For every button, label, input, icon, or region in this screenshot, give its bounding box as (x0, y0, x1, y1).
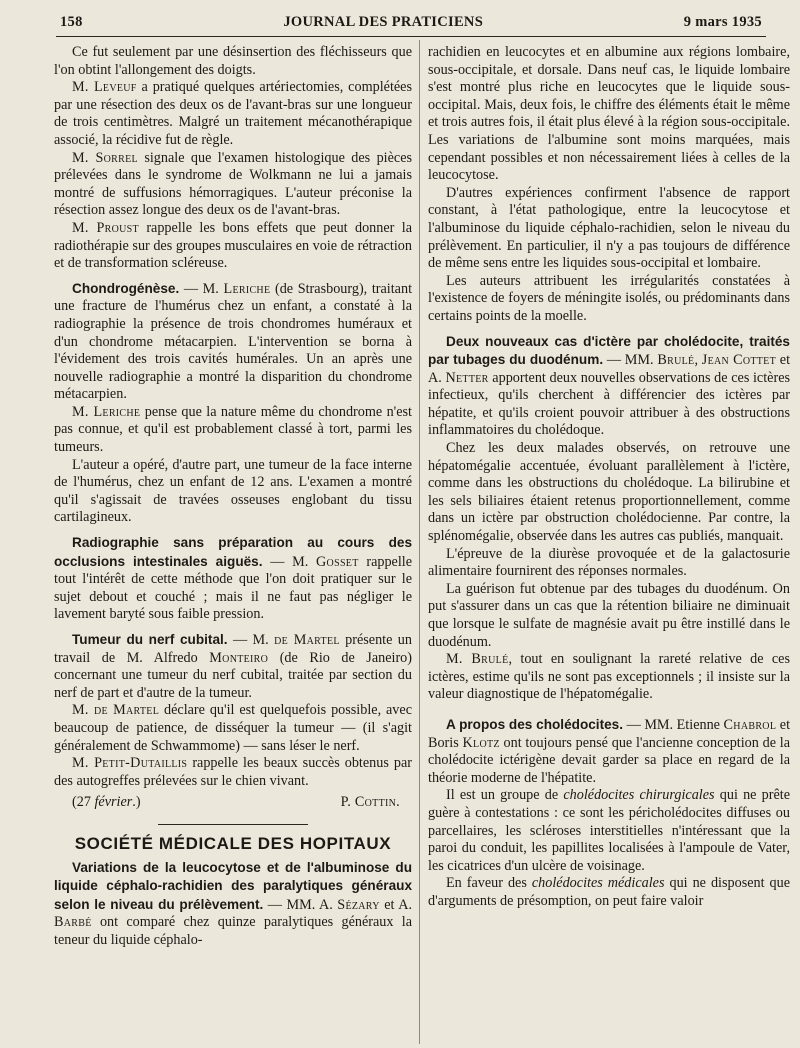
paragraph-text: — M. (232, 632, 269, 648)
paragraph (54, 404, 412, 457)
author-name: Jean Cottet (701, 352, 776, 369)
author-name: Brulé (657, 352, 695, 369)
emphasis-text: cholédocites chirurgicales (563, 787, 715, 804)
paragraph-text: rappelle tout l'intérêt de cette méthode que l'on doit pratiquer sur le sujet debout et couché ; mais il ne faut pas négliger le lavement baryté sous faible pression. (54, 553, 412, 623)
paragraph-text: — MM. (606, 352, 654, 369)
author-name: M. Brulé (446, 651, 509, 668)
paragraph-text: qui ne disposent que d'arguments de présomption, on peut faire valoir (428, 875, 790, 909)
paragraph-text: ont toujours pensé que l'ancienne conception de la cholédocite ictérigène devait garder sa place en regard de la théorie moderne de l'hépatite. (428, 734, 790, 786)
paragraph-text: rappelle les beaux succès obtenus par des autogreffes prélevées sur le chien vivant. (54, 755, 412, 789)
paragraph: Chez les deux malades observés, on retrouve une hépatomégalie accentuée, évoluant parallèlement à l'ictère, comme dans les obstructions du cholédoque. La bilirubine et les sels biliaires étaient retenus proportionnellement, comme dans un ictère par obstruction cholédocienne. Par contre, la splénomégalie, observée dans les autres cas publiés, manquait. (428, 440, 790, 545)
paragraph-text: signale que l'examen histologique des pièces prélevées dans le syndrome de Wolkmann ne lui a jamais montré de suffusions hémorragiques. L'auteur préconise la résection assez longue des deux os de l'avant-bras. (54, 149, 412, 219)
issue-date: 9 mars 1935 (683, 14, 762, 30)
article-radiographie (54, 534, 412, 624)
paragraph: rachidien en leucocytes et en albumine aux régions lombaire, sous-occipitale, et dorsale. Dans neuf cas, le liquide lombaire s'est montré plus riche en leucocytes que le liquide sous-occipital. Mais, deux fois, le chiffre des éléments était le même et trois autres fois, il était plus élevé à la région sous-occipitale. Les variations de l'albumine sont moins marquées, mais cependant possibles et non nécessairement liées à celles de la leucocytose. (428, 44, 790, 184)
signoff-date-month: février (94, 794, 133, 811)
author-name: Klotz (462, 734, 500, 751)
author-name: Barbé (54, 914, 92, 931)
paragraph-text: — MM. A. (267, 896, 333, 913)
emphasis-text: cholédocites médicales (531, 875, 665, 892)
signoff-date (72, 794, 141, 812)
page-header (60, 14, 762, 31)
paragraph: L'auteur a opéré, d'autre part, une tumeur de la face interne de l'humérus, chez un enfant de 12 ans. L'examen a montré qu'il s'agissait de travées osseuses englobant du tissu cartilagineux. (54, 456, 412, 526)
paragraph-text: qui ne prête guère à contestations : ce sont les péricholédocites diffuses ou parcellaires, les scléroses interstitielles n'intéressant que la paroi du conduit, les papillites localisées à l'ampoule de Vater, les cicatrices d'un ulcère de voisinage. (428, 787, 790, 874)
article-ictere (428, 333, 790, 441)
paragraph-text: , tout en soulignant la rareté relative de ces ictères, estime qu'ils ne sont pas exceptionnels ; il insiste sur la valeur diagnostique de l'hépatomégalie. (428, 651, 790, 703)
author-name: M. Sorrel (72, 149, 138, 166)
paragraph (54, 755, 412, 790)
paragraph-text: En faveur des (446, 875, 527, 892)
page-number: 158 (60, 14, 83, 30)
paragraph-text: (de Strasbourg), traitant une fracture de l'humérus chez un enfant, a constaté à la radiographie la présence de trois chondromes huméraux et d'un chondrome métacarpien. L'intervention se borna à l'évidement des trois cavités humérales. Un an après une nouvelle radiographie a montré la disparition du chondrome métacarpien. (54, 280, 412, 403)
author-name: M. Petit-Dutaillis (72, 755, 188, 772)
author-name: M. de Martel (72, 702, 160, 719)
author-name: M. Leriche (72, 403, 141, 420)
paragraph-text: rappelle les bons effets que peut donner la radiothérapie sur des groupes musculaires en voie de rétraction et de transformation scléreuse. (54, 219, 412, 272)
paragraph (428, 787, 790, 875)
article-cholédocites (428, 716, 790, 787)
paragraph-text: présente un travail de M. Alfredo (54, 632, 412, 666)
paragraph (54, 150, 412, 220)
paragraph-text: — MM. Etienne (626, 716, 720, 733)
paragraph-text: apportent deux nouvelles observations de ces ictères infectieux, qu'ils cherchent à différencier des ictères par hépatite, et qu'ils croient pouvoir attribuer à des obstructions inflammatoires du cholédoque. (428, 369, 790, 439)
author-name: Chabrol (723, 716, 777, 733)
article-chondrogenese (54, 280, 412, 404)
signoff-author: P. Cottin. (340, 794, 400, 811)
signoff-date-close: .) (132, 794, 141, 811)
section-title: SOCIÉTÉ MÉDICALE DES HOPITAUX (74, 833, 392, 853)
paragraph (54, 702, 412, 755)
author-name: de Martel (274, 632, 340, 648)
article-leucocytose (54, 859, 412, 950)
paragraph (54, 220, 412, 273)
paragraph-text: et A. (428, 352, 790, 386)
paragraph-text: déclare qu'il est quelquefois possible, avec beaucoup de patience, de disséquer la tumeur — (il s'agit généralement de Schwammome) — sans léser le nerf. (54, 702, 412, 754)
paragraph: La guérison fut obtenue par des tubages du duodénum. On put s'assurer dans un cas que la rétention biliaire ne diminuait que lorsque le sulfate de magnésie avait pu être instillé dans le duodénum. (428, 580, 790, 650)
paragraph-text: pense que la nature même du chondrome n'est pas connue, et qu'il est probablement classé à tort, parmi les tumeurs. (54, 403, 412, 456)
article-tumeur (54, 631, 412, 702)
paragraph-text: et Boris (428, 716, 790, 751)
paragraph-text: et A. (384, 896, 412, 913)
author-name: M. Leveuf (72, 79, 137, 96)
right-column (428, 44, 790, 1042)
paragraph-text: ont comparé chez quinze paralytiques généraux la teneur du liquide céphalo- (54, 914, 412, 948)
paragraph (428, 875, 790, 910)
article-title: Radiographie sans préparation au cours des occlusions intestinales aiguës. (54, 535, 412, 569)
article-title: Deux nouveaux cas d'ictère par cholédocite, traités par tubages du duodénum. (428, 333, 790, 368)
signoff (54, 794, 412, 812)
author-name: Monteiro (209, 649, 269, 666)
article-title: Chondrogénèse. (72, 280, 180, 296)
author-name: Gosset (316, 553, 359, 570)
section-separator (158, 824, 308, 825)
paragraph-text: Il est un groupe de (446, 787, 559, 804)
author-name: Leriche (223, 280, 271, 297)
article-title: Variations de la leucocytose et de l'albuminose du liquide céphalo-rachidien des paralytiques généraux selon le niveau du prélèvement. (54, 859, 412, 912)
author-name: Netter (445, 369, 489, 386)
author-name: Sézary (337, 896, 380, 913)
journal-title: JOURNAL DES PRATICIENS (283, 14, 484, 30)
paragraph-text: (de Rio de Janeiro) concernant une tumeur du nerf cubital, traitée par section du nerf de part et d'autre de la tumeur. (54, 649, 412, 701)
left-column (54, 44, 412, 1042)
paragraph (428, 651, 790, 704)
paragraph-text: a pratiqué quelques artériectomies, complétées par une résection des deux os de l'avant-bras sur une longueur de trois centimètres. Malgré un traitement mécanothérapique associé, la récidive fut de règle. (54, 79, 412, 148)
author-name: M. Proust (72, 219, 139, 236)
paragraph-text: — M. (183, 280, 219, 297)
column-divider (419, 40, 420, 1044)
signoff-date-open: (27 (72, 794, 91, 811)
header-rule (56, 36, 766, 37)
paragraph: Les auteurs attribuent les irrégularités constatées à l'existence de foyers de méningite isolés, ou prédominants dans certains points de la moelle. (428, 272, 790, 324)
article-title: Tumeur du nerf cubital. (72, 632, 228, 647)
article-title: A propos des cholédocites. (446, 716, 624, 732)
paragraph (54, 79, 412, 149)
paragraph-text: — M. (270, 553, 309, 570)
paragraph: D'autres expériences confirment l'absence de rapport constant, à l'état pathologique, entre la leucocytose et l'albuminose du liquide céphalo-rachidien, selon le niveau du prélèvement. En particulier, il n'y a pas toujours de différence de même sens entre les liquides sous-occipital et lombaire. (428, 184, 790, 272)
paragraph-text: , (694, 352, 698, 369)
paragraph: Ce fut seulement par une désinsertion des fléchisseurs que l'on obtint l'allongement des doigts. (54, 44, 412, 78)
paragraph: L'épreuve de la diurèse provoquée et de la galactosurie alimentaire fournirent des réponses normales. (428, 545, 790, 580)
